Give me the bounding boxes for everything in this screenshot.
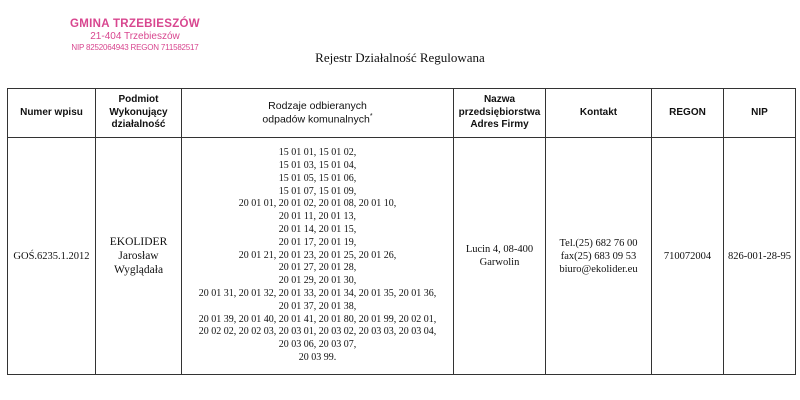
header-rodzaje-line: Rodzaje odbieranych <box>268 99 367 112</box>
header-podmiot <box>96 89 182 138</box>
waste-code-line: 20 01 29, 20 01 30, <box>278 275 357 287</box>
waste-code-line: 20 01 17, 20 01 19, <box>278 236 357 248</box>
header-nip: NIP <box>724 89 796 138</box>
header-nazwa-line: Adres Firmy <box>470 119 529 131</box>
waste-code-line: 20 01 01, 20 01 02, 20 01 08, 20 01 10, <box>238 198 397 210</box>
adres-line: Lucin 4, 08-400 <box>465 244 534 255</box>
waste-code-line: 20 01 21, 20 01 23, 20 01 25, 20 01 26, <box>238 249 397 261</box>
stamp-line-2: 21-404 Trzebieszów <box>90 31 180 43</box>
header-regon: REGON <box>652 89 724 138</box>
waste-code-line: 15 01 07, 15 01 09, <box>278 185 357 197</box>
podmiot-line: Jarosław <box>118 250 159 262</box>
header-rodzaje-line <box>185 113 450 127</box>
kontakt-phone: Tel.(25) 682 76 00 <box>559 237 638 249</box>
header-podmiot-line: działalność <box>111 119 166 131</box>
waste-code-line: 20 03 99. <box>298 351 337 363</box>
waste-code-line: 15 01 03, 15 01 04, <box>278 160 357 172</box>
podmiot-line: EKOLIDER <box>109 236 168 248</box>
register-table <box>7 88 796 375</box>
header-row <box>8 89 796 138</box>
podmiot-line: Wyglądała <box>113 264 164 276</box>
waste-code-line: 20 01 31, 20 01 32, 20 01 33, 20 01 34, 20 01 35, 20 01 36, <box>198 287 437 299</box>
waste-code-line: 20 01 11, 20 01 13, <box>278 211 357 223</box>
adres-line: Garwolin <box>479 257 520 268</box>
header-nazwa-line: Nazwa <box>483 94 516 106</box>
waste-code-line: 20 01 27, 20 01 28, <box>278 262 357 274</box>
stamp-line-3: NIP 8252064943 REGON 711582517 <box>71 42 199 52</box>
kontakt-fax: fax(25) 683 09 53 <box>560 250 637 262</box>
waste-code-line: 20 02 02, 20 02 03, 20 03 01, 20 03 02, 20 03 03, 20 03 04, <box>198 326 437 338</box>
header-kontakt: Kontakt <box>546 89 652 138</box>
cell-regon: 710072004 <box>652 138 724 375</box>
header-podmiot-line: Podmiot <box>118 94 159 106</box>
cell-kontakt <box>546 138 652 375</box>
footnote-mark: * <box>369 112 373 120</box>
header-podmiot-line: Wykonujący <box>109 106 168 118</box>
waste-code-line: 15 01 01, 15 01 02, <box>278 147 357 159</box>
waste-code-line: 20 01 37, 20 01 38, <box>278 300 357 312</box>
waste-code-line: 20 01 39, 20 01 40, 20 01 41, 20 01 80, 20 01 99, 20 02 01, <box>198 313 437 325</box>
header-numer-wpisu: Numer wpisu <box>8 89 96 138</box>
header-rodzaje-text: odpadów komunalnych <box>262 113 370 126</box>
header-nazwa-adres <box>454 89 546 138</box>
stamp-line-1: GMINA TRZEBIESZÓW <box>70 18 200 30</box>
cell-odpady <box>182 138 454 375</box>
cell-nip: 826-001-28-95 <box>724 138 796 375</box>
waste-code-line: 15 01 05, 15 01 06, <box>278 172 357 184</box>
table-row <box>8 138 796 375</box>
cell-podmiot <box>96 138 182 375</box>
office-stamp <box>60 18 210 52</box>
cell-adres <box>454 138 546 375</box>
cell-numer-wpisu: GOŚ.6235.1.2012 <box>8 138 96 375</box>
waste-code-line: 20 01 14, 20 01 15, <box>278 224 357 235</box>
header-nazwa-line: przedsiębiorstwa <box>458 106 541 118</box>
kontakt-email: biuro@ekolider.eu <box>559 263 638 275</box>
waste-code-line: 20 03 06, 20 03 07, <box>278 339 357 351</box>
document-title: Rejestr Działalność Regulowana <box>315 50 485 65</box>
header-rodzaje-odpadow <box>182 89 454 138</box>
